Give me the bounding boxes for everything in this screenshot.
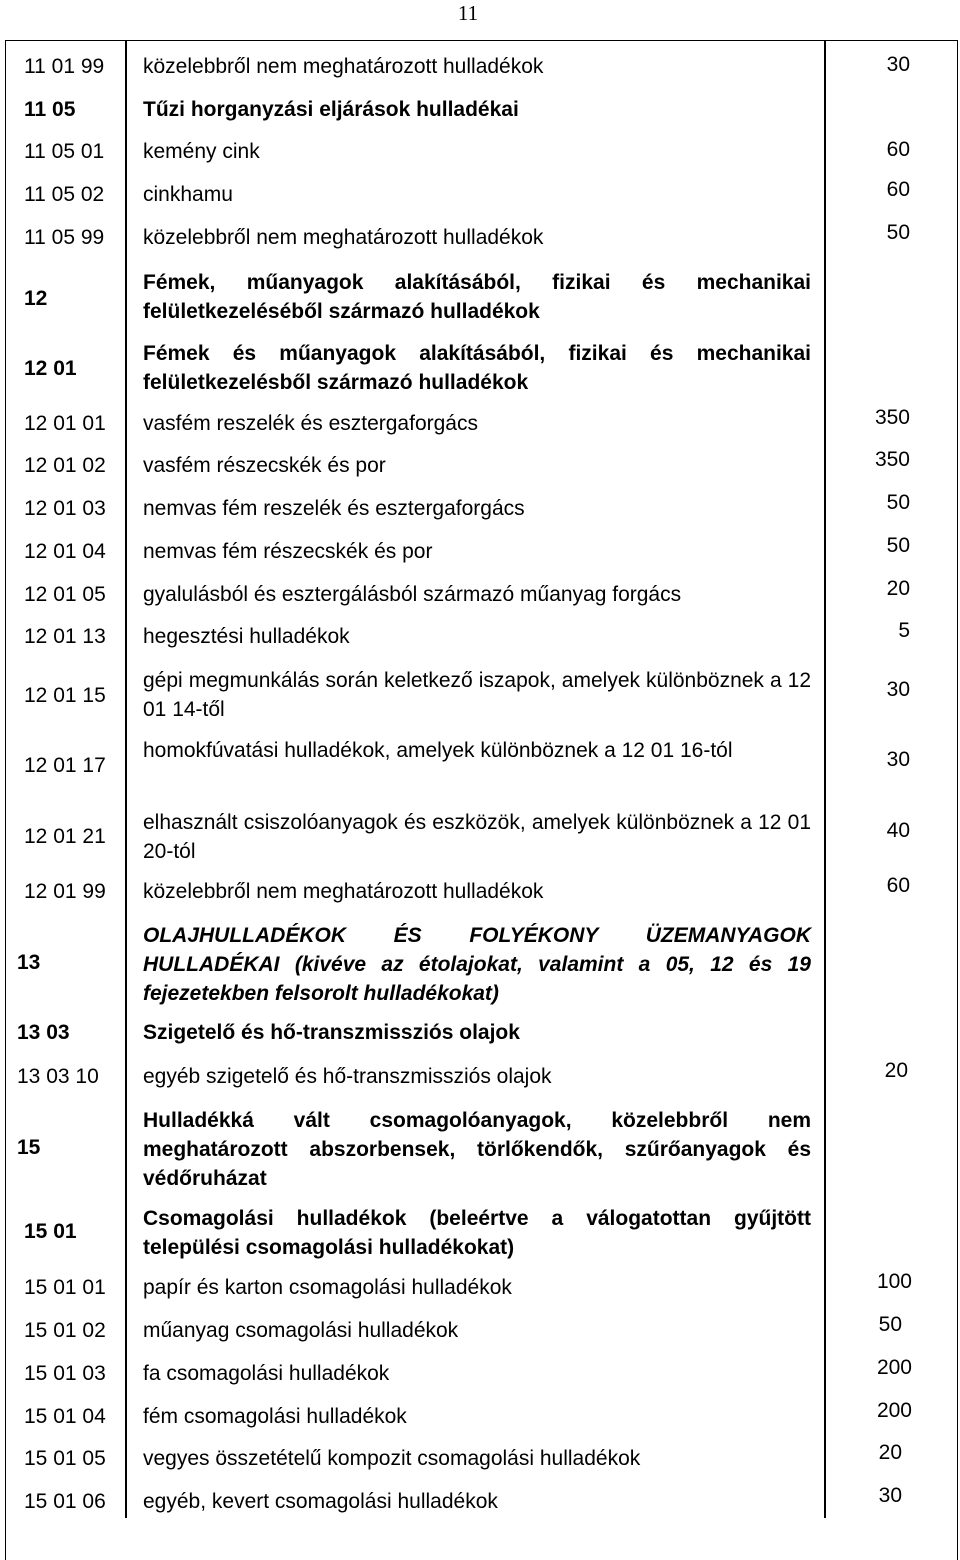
quantity: 30	[886, 748, 910, 771]
quantity: 60	[886, 178, 910, 201]
quantity: 50	[886, 221, 910, 244]
waste-code: 13 03 10	[17, 1065, 99, 1088]
quantity: 100	[876, 1270, 912, 1293]
quantity: 30	[886, 678, 910, 701]
waste-code: 12 01 15	[24, 684, 106, 707]
quantity: 350	[874, 448, 910, 471]
quantity: 5	[898, 619, 910, 642]
quantity: 60	[886, 874, 910, 897]
waste-code: 12 01 01	[24, 412, 106, 435]
waste-code: 15 01 05	[24, 1447, 106, 1470]
waste-description: cinkhamu	[143, 183, 233, 206]
column-divider	[125, 40, 127, 1518]
quantity: 30	[878, 1484, 902, 1507]
waste-description: Csomagolási hulladékok (beleértve a válogatottan gyűjtött települési csomagolási hulladékokat)	[143, 1207, 811, 1259]
waste-description: fa csomagolási hulladékok	[143, 1362, 390, 1385]
quantity: 50	[886, 491, 910, 514]
waste-description: gépi megmunkálás során keletkező iszapok, amelyek különböznek a 12 01 14-től	[143, 669, 811, 721]
waste-code: 15 01 03	[24, 1362, 106, 1385]
quantity: 20	[878, 1441, 902, 1464]
waste-code: 15 01 04	[24, 1405, 106, 1428]
waste-code: 11 05 01	[24, 140, 105, 163]
quantity: 200	[876, 1399, 912, 1422]
waste-description: vegyes összetételű kompozit csomagolási hulladékok	[143, 1447, 641, 1470]
waste-description: egyéb szigetelő és hő-transzmissziós olajok	[143, 1065, 552, 1088]
waste-code: 12 01 13	[24, 625, 106, 648]
waste-description: Hulladékká vált csomagolóanyagok, közelebbről nem meghatározott abszorbensek, törlőkendők, szűrőanyagok és védőruházat	[143, 1109, 811, 1190]
waste-code: 12 01 02	[24, 454, 106, 477]
waste-code: 11 05 02	[24, 183, 105, 206]
quantity: 20	[884, 1059, 908, 1082]
waste-code: 11 05	[24, 98, 76, 121]
quantity: 50	[886, 534, 910, 557]
quantity: 350	[874, 406, 910, 429]
waste-description: közelebbről nem meghatározott hulladékok	[143, 880, 544, 903]
waste-code: 15 01 02	[24, 1319, 106, 1342]
waste-description: homokfúvatási hulladékok, amelyek különböznek a 12 01 16-tól	[143, 739, 733, 762]
waste-code: 11 01 99	[24, 55, 105, 78]
quantity: 20	[886, 577, 910, 600]
quantity: 200	[876, 1356, 912, 1379]
waste-code: 13 03	[17, 1021, 70, 1044]
waste-code: 12 01 99	[24, 880, 106, 903]
waste-description: műanyag csomagolási hulladékok	[143, 1319, 459, 1342]
waste-description: hegesztési hulladékok	[143, 625, 350, 648]
waste-description: kemény cink	[143, 140, 260, 163]
waste-description: közelebbről nem meghatározott hulladékok	[143, 55, 544, 78]
quantity: 30	[886, 53, 910, 76]
waste-code: 15 01	[24, 1220, 77, 1243]
waste-code: 13	[17, 951, 41, 974]
waste-description: Tűzi horganyzási eljárások hulladékai	[143, 98, 519, 121]
waste-description: egyéb, kevert csomagolási hulladékok	[143, 1490, 498, 1513]
waste-code: 12 01 04	[24, 540, 106, 563]
waste-code: 12 01 17	[24, 754, 106, 777]
waste-description: vasfém reszelék és esztergaforgács	[143, 412, 478, 435]
quantity: 50	[878, 1313, 902, 1336]
page-number: 11	[457, 1, 479, 25]
waste-code: 15	[17, 1136, 41, 1159]
waste-description: vasfém részecskék és por	[143, 454, 386, 477]
waste-description: papír és karton csomagolási hulladékok	[143, 1276, 512, 1299]
column-divider	[824, 40, 826, 1518]
waste-description: Szigetelő és hő-transzmissziós olajok	[143, 1021, 520, 1044]
waste-code: 11 05 99	[24, 226, 105, 249]
waste-code: 12 01 05	[24, 583, 106, 606]
waste-description: közelebbről nem meghatározott hulladékok	[143, 226, 544, 249]
waste-description: Fémek és műanyagok alakításából, fizikai és mechanikai felületkezelésből származó hulladékok	[143, 342, 811, 394]
waste-code: 12 01	[24, 357, 77, 380]
waste-description: gyalulásból és esztergálásból származó műanyag forgács	[143, 583, 682, 606]
waste-description: Fémek, műanyagok alakításából, fizikai és mechanikai felületkezeléséből származó hulladékok	[143, 271, 811, 323]
waste-description: OLAJHULLADÉKOK ÉS FOLYÉKONY ÜZEMANYAGOK HULLADÉKAI (kivéve az étolajokat, valamint a 05, 12 és 19 fejezetekben felsorolt hulladékokat)	[143, 924, 811, 1005]
waste-code: 15 01 01	[24, 1276, 106, 1299]
waste-code: 12 01 21	[24, 825, 106, 848]
waste-code: 15 01 06	[24, 1490, 106, 1513]
waste-description: nemvas fém reszelék és esztergaforgács	[143, 497, 525, 520]
waste-code: 12	[24, 287, 48, 310]
quantity: 40	[886, 819, 910, 842]
waste-description: fém csomagolási hulladékok	[143, 1405, 407, 1428]
quantity: 60	[886, 138, 910, 161]
waste-code: 12 01 03	[24, 497, 106, 520]
waste-description: elhasznált csiszolóanyagok és eszközök, amelyek különböznek a 12 01 20-tól	[143, 811, 811, 863]
waste-description: nemvas fém részecskék és por	[143, 540, 433, 563]
